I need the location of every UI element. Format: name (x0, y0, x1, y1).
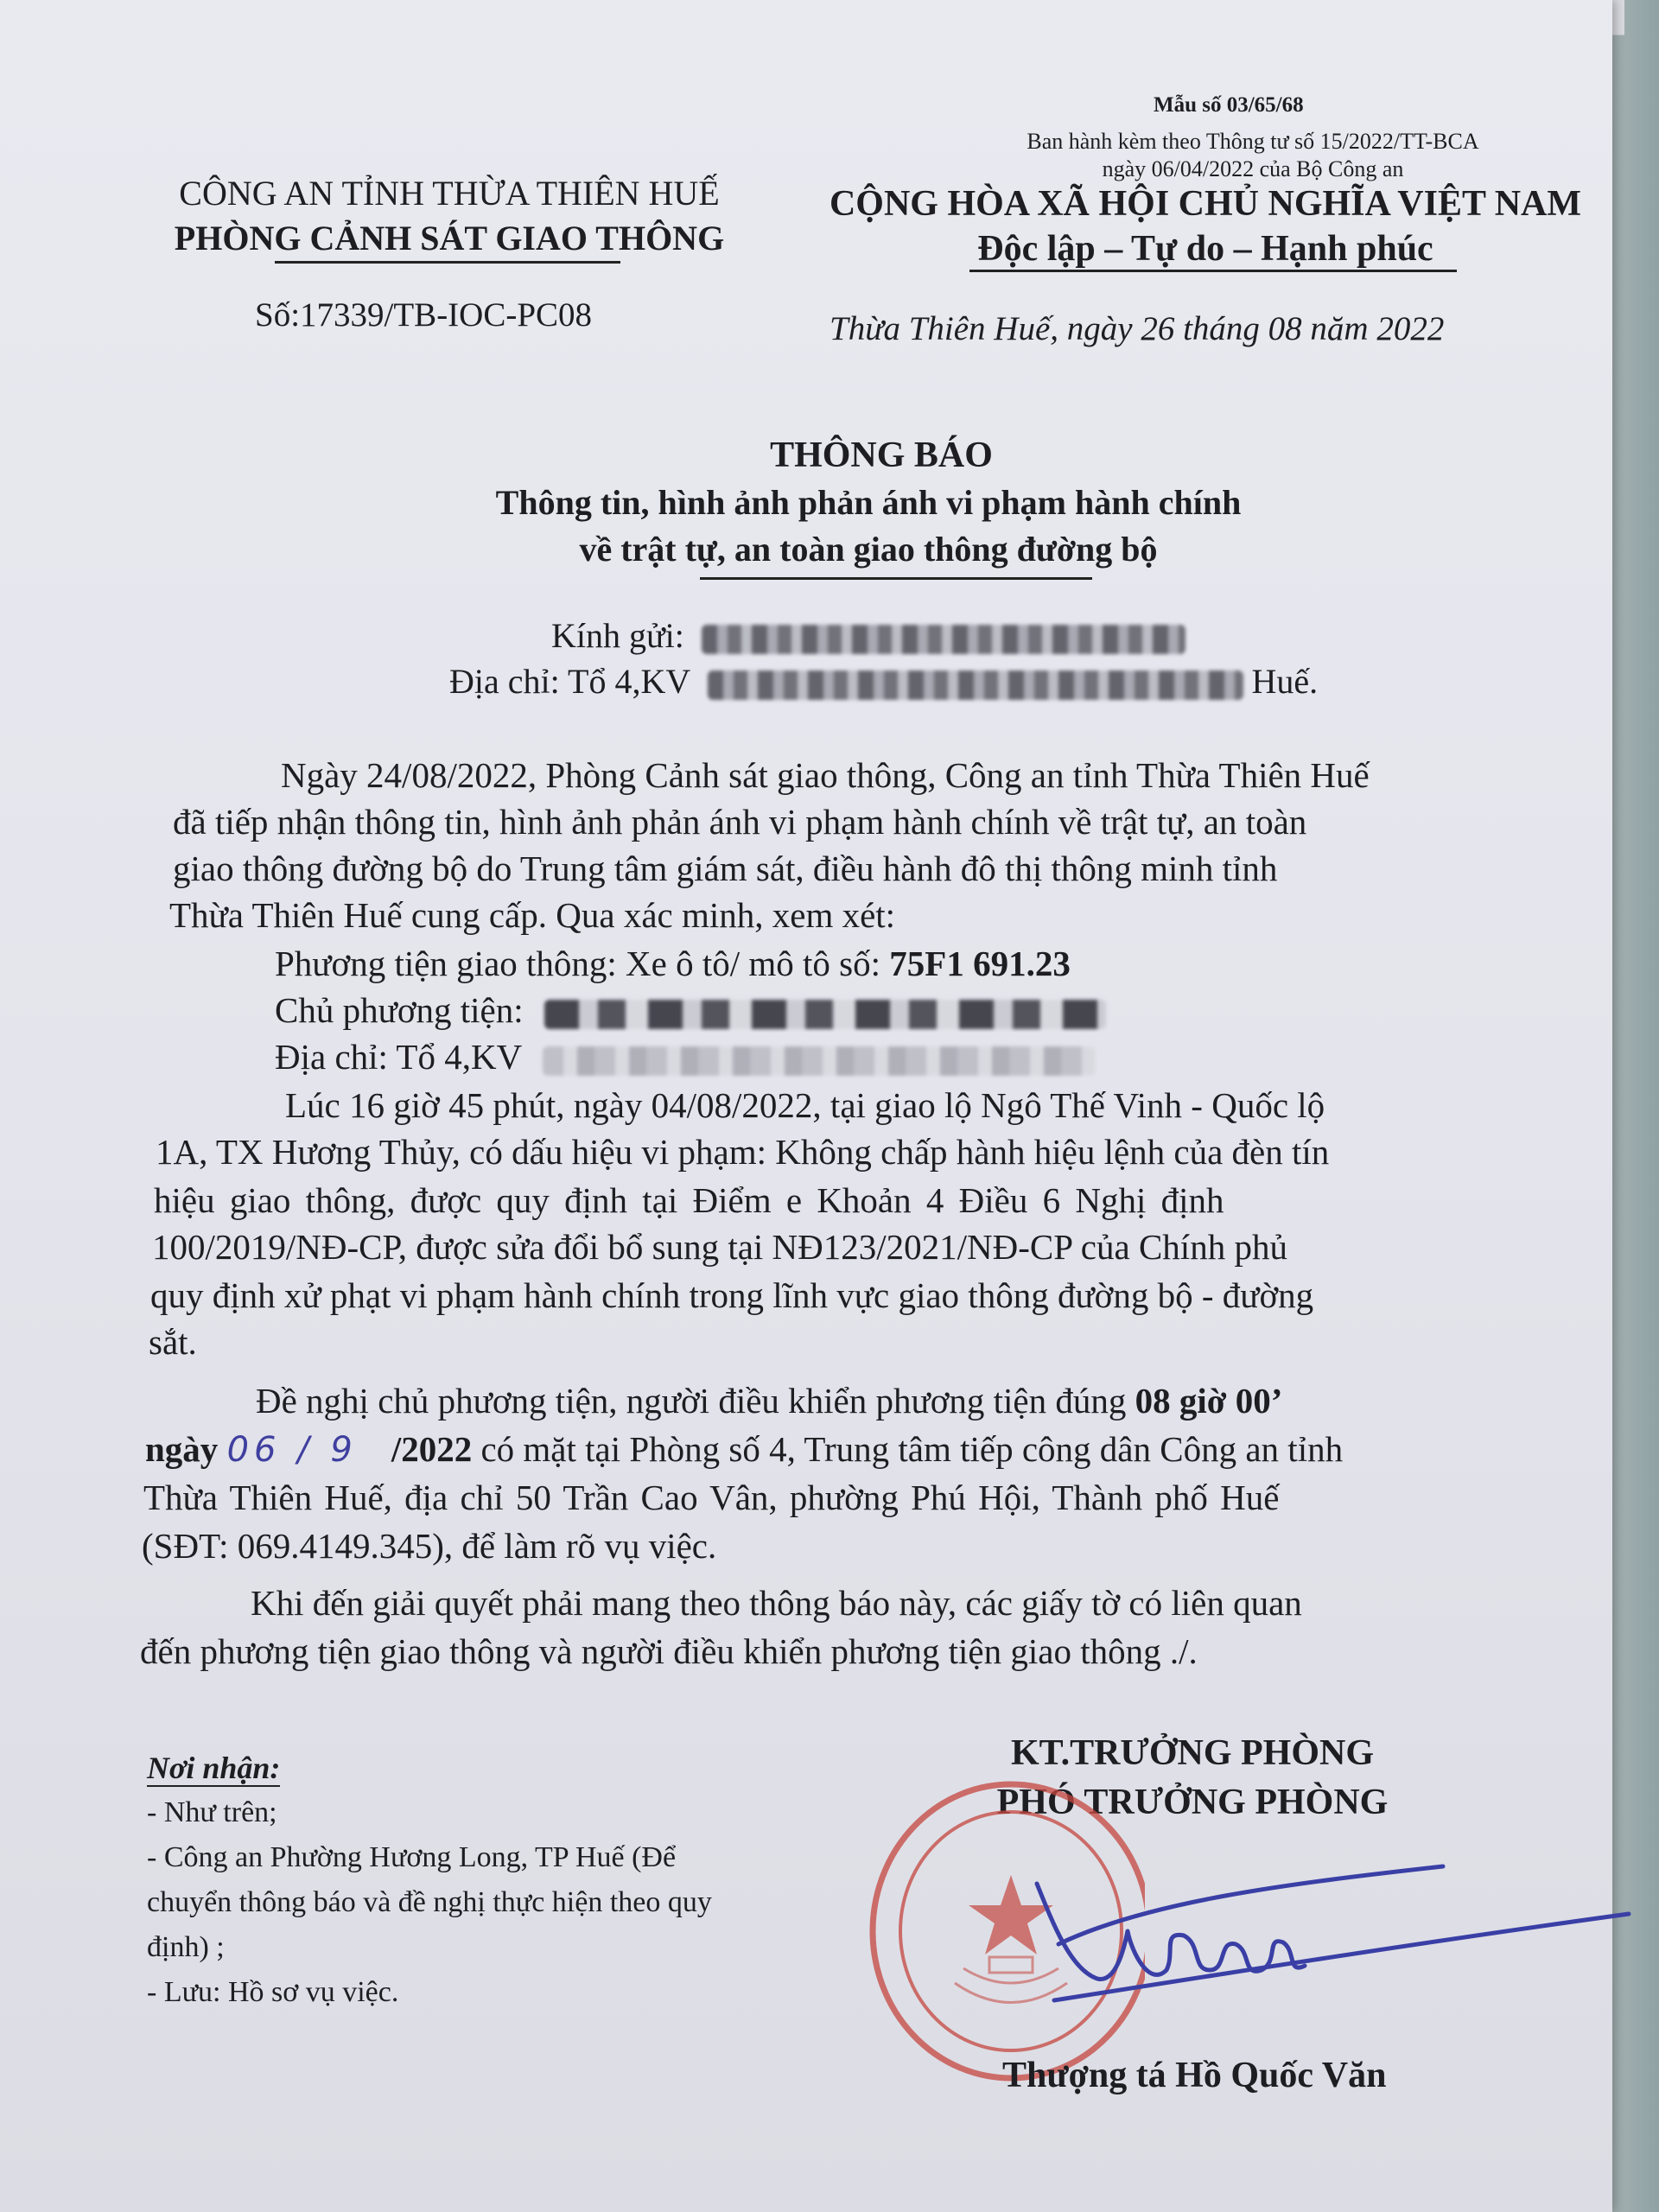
title-underline (700, 577, 1092, 580)
recipient-item: định) ; (147, 1931, 225, 1963)
recipient-item: - Công an Phường Hương Long, TP Huế (Để (147, 1841, 677, 1873)
department-underline (275, 261, 620, 264)
redacted-addressee-name (702, 625, 1185, 654)
signature-title-1: KT.TRƯỞNG PHÒNG (1011, 1733, 1374, 1773)
redacted-owner-address (543, 1046, 1096, 1076)
p2-line-2: 1A, TX Hương Thủy, có dấu hiệu vi phạm: Không chấp hành hiệu lệnh của đèn tín (156, 1132, 1330, 1172)
addressee-address-tail: Huế. (1251, 662, 1319, 701)
place-and-date: Thừa Thiên Huế, ngày 26 tháng 08 năm 2022 (830, 310, 1445, 347)
recipients-block (147, 1745, 712, 2015)
form-number: Mẫu số 03/65/68 (1154, 93, 1304, 117)
owner-line (275, 987, 1106, 1033)
issuing-agency-block (130, 171, 769, 261)
p2-line-3: hiệu giao thông, được quy định tại Điểm e Khoản 4 Điều 6 Nghị định (154, 1180, 1224, 1220)
day-label: ngày (145, 1429, 219, 1469)
document-subtitle-1: Thông tin, hình ảnh phản ánh vi phạm hành chính (495, 483, 1242, 522)
appointment-time: 08 giờ 00’ (1135, 1381, 1283, 1421)
owner-address-label: Địa chỉ: Tổ 4,KV (275, 1037, 522, 1077)
p2-line-1: Lúc 16 giờ 45 phút, ngày 04/08/2022, tại giao lộ Ngô Thế Vinh - Quốc lộ (285, 1085, 1325, 1125)
appointment-year: /2022 (391, 1429, 473, 1469)
issued-line-2: ngày 06/04/2022 của Bộ Công an (1102, 156, 1404, 181)
department-name: PHÒNG CẢNH SÁT GIAO THÔNG (174, 219, 725, 257)
p1-line-1: Ngày 24/08/2022, Phòng Cảnh sát giao thông, Công an tỉnh Thừa Thiên Huế (281, 755, 1370, 795)
document-title: THÔNG BÁO (770, 435, 993, 475)
redacted-owner-name (544, 1000, 1106, 1029)
vehicle-line (275, 940, 1071, 987)
document-number: Số:17339/TB-IOC-PC08 (255, 296, 593, 334)
vehicle-plate: 75F1 691.23 (889, 944, 1071, 983)
p3-line-1 (256, 1377, 1282, 1424)
p2-line-6: sắt. (149, 1322, 197, 1362)
motto-underline (969, 270, 1457, 272)
agency-name: CÔNG AN TỈNH THỪA THIÊN HUẾ (179, 174, 720, 213)
p2-line-5: quy định xử phạt vi phạm hành chính trong lĩnh vực giao thông đường bộ - đường (150, 1275, 1314, 1315)
national-motto: Độc lập – Tự do – Hạnh phúc (977, 229, 1433, 269)
p3-line-4: (SĐT: 069.4149.345), để làm rõ vụ việc. (142, 1526, 717, 1566)
national-heading (769, 181, 1642, 271)
p1-line-4: Thừa Thiên Huế cung cấp. Qua xác minh, xem xét: (169, 895, 896, 935)
addressee-address-line (449, 661, 1318, 702)
p4-line-2: đến phương tiện giao thông và người điều khiển phương tiện giao thông ./. (140, 1631, 1198, 1671)
owner-address-line (275, 1033, 1096, 1080)
handwritten-signature (1020, 1849, 1642, 2022)
redacted-addressee-address (708, 671, 1243, 700)
country-name: CỘNG HÒA XÃ HỘI CHỦ NGHĨA VIỆT NAM (829, 184, 1582, 224)
recipient-item: - Như trên; (147, 1796, 277, 1828)
addressee-label: Kính gửi: (551, 616, 684, 655)
p2-line-4: 100/2019/NĐ-CP, được sửa đổi bổ sung tại NĐ123/2021/NĐ-CP của Chính phủ (152, 1227, 1287, 1267)
document-subtitle-2: về trật tự, an toàn giao thông đường bộ (579, 530, 1158, 569)
addressee-address-label: Địa chỉ: Tổ 4,KV (449, 662, 690, 701)
vehicle-label: Phương tiện giao thông: Xe ô tô/ mô tô số: (275, 944, 881, 983)
recipient-item: - Lưu: Hồ sơ vụ việc. (147, 1976, 399, 2008)
p3-line-1-text: Đề nghị chủ phương tiện, người điều khiển phương tiện đúng (256, 1381, 1127, 1421)
p1-line-3: giao thông đường bộ do Trung tâm giám sát, điều hành đô thị thông minh tỉnh (173, 849, 1278, 888)
addressee-line (551, 615, 1185, 656)
p3-line-2-text: có mặt tại Phòng số 4, Trung tâm tiếp công dân Công an tỉnh (480, 1429, 1344, 1469)
signer-name: Thượng tá Hồ Quốc Văn (1002, 2056, 1387, 2095)
issued-line-1: Ban hành kèm theo Thông tư số 15/2022/TT-BCA (1027, 129, 1479, 154)
p3-line-2 (145, 1426, 1343, 1473)
p4-line-1: Khi đến giải quyết phải mang theo thông báo này, các giấy tờ có liên quan (251, 1583, 1302, 1623)
p3-line-3: Thừa Thiên Huế, địa chỉ 50 Trần Cao Vân, phường Phú Hội, Thành phố Huế (143, 1478, 1280, 1517)
handwritten-date: 06 / 9 (226, 1430, 358, 1470)
signature-title-2: PHÓ TRƯỞNG PHÒNG (996, 1783, 1389, 1822)
recipient-item: chuyển thông báo và đề nghị thực hiện theo quy (147, 1886, 712, 1918)
recipients-heading: Nơi nhận: (147, 1751, 281, 1785)
recipients-heading-wrap (147, 1745, 712, 1790)
owner-label: Chủ phương tiện: (275, 990, 524, 1030)
issued-under-note (968, 128, 1538, 183)
p1-line-2: đã tiếp nhận thông tin, hình ảnh phản ánh vi phạm hành chính về trật tự, an toàn (173, 802, 1307, 842)
